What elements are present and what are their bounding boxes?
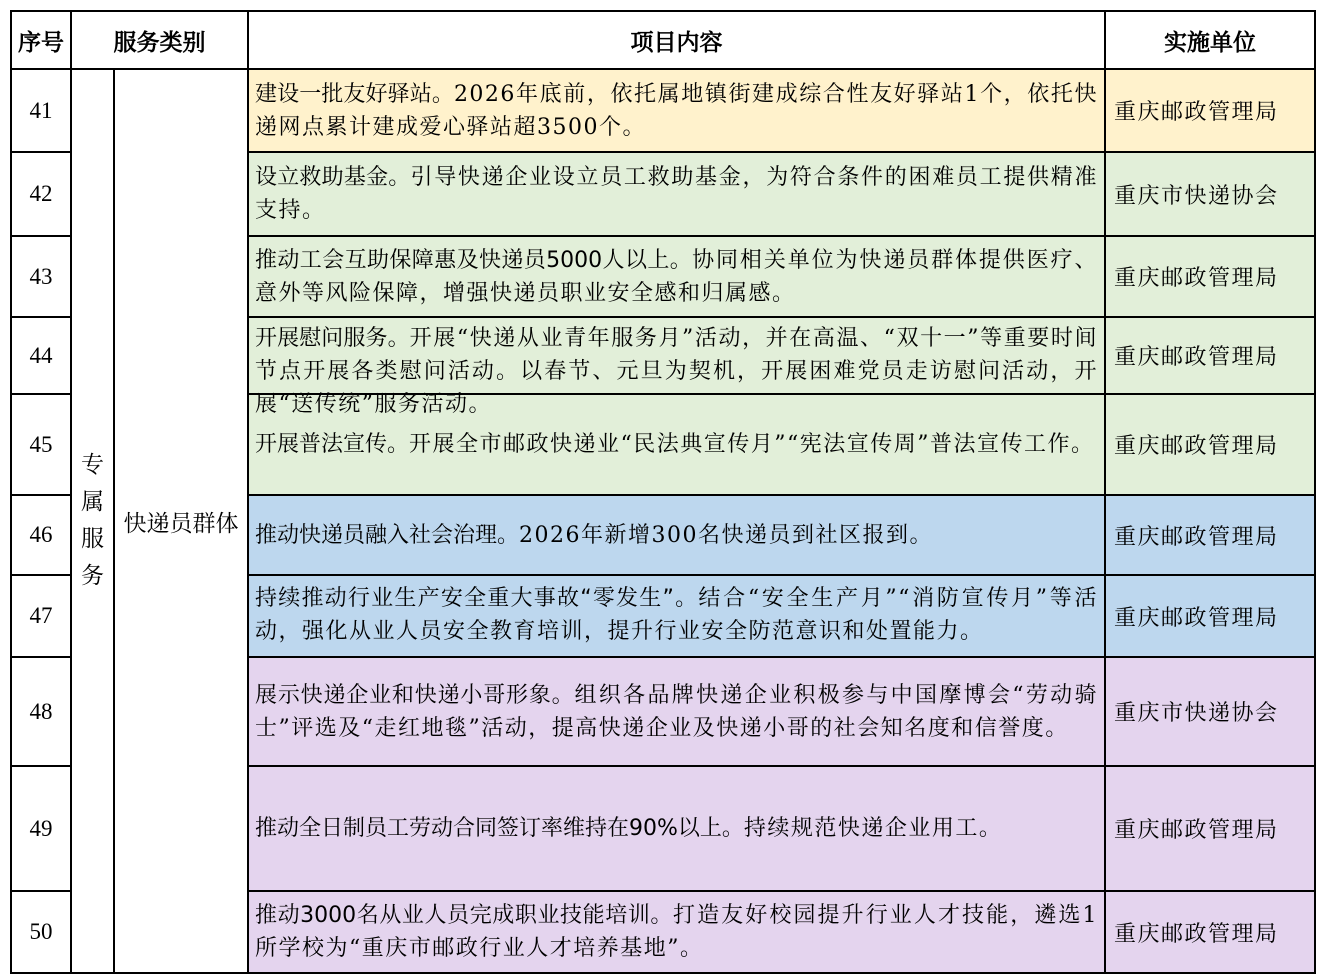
project-description: 2026年底前，依托属地镇街建成综合性友好驿站1个，依托快递网点累计建成爱心驿站超3500个。 bbox=[255, 81, 1098, 140]
implementing-unit: 重庆市快递协会 bbox=[1105, 657, 1315, 766]
row-number: 44 bbox=[11, 317, 71, 394]
project-title: 推动全日制员工劳动合同签订率维持在90%以上。 bbox=[255, 816, 744, 841]
project-content-text bbox=[255, 812, 1098, 845]
row-number: 42 bbox=[11, 152, 71, 236]
implementing-unit: 重庆邮政管理局 bbox=[1105, 891, 1315, 973]
project-description: 组织各品牌快递企业积极参与中国摩博会“劳动骑士”评选及“走红地毯”活动，提高快递企业及快递小哥的社会知名度和信誉度。 bbox=[255, 682, 1098, 741]
header-index: 序号 bbox=[11, 11, 71, 69]
header-content: 项目内容 bbox=[248, 11, 1105, 69]
row-number: 43 bbox=[11, 236, 71, 317]
project-content-text bbox=[255, 428, 1098, 461]
project-content-text bbox=[255, 78, 1098, 144]
project-content-text bbox=[255, 519, 1098, 552]
row-number: 49 bbox=[11, 766, 71, 891]
project-content bbox=[248, 152, 1105, 236]
project-description: 结合“安全生产月”“消防宣传月”等活动，强化从业人员安全教育培训，提升行业安全防范意识和处置能力。 bbox=[255, 586, 1098, 644]
project-title: 开展慰问服务。 bbox=[255, 325, 410, 351]
implementing-unit: 重庆邮政管理局 bbox=[1105, 495, 1315, 575]
project-description: 协同相关单位为快递员群体提供医疗、意外等风险保障，增强快递员职业安全感和归属感。 bbox=[255, 247, 1098, 306]
header-row bbox=[11, 11, 1315, 69]
project-title: 开展普法宣传。 bbox=[255, 432, 410, 457]
project-content bbox=[248, 575, 1105, 657]
implementing-unit: 重庆邮政管理局 bbox=[1105, 575, 1315, 657]
category-sub: 快递员群体 bbox=[114, 69, 248, 973]
project-content-text bbox=[255, 161, 1098, 227]
project-content bbox=[248, 317, 1105, 417]
project-content-text bbox=[255, 244, 1098, 310]
row-number: 41 bbox=[11, 69, 71, 152]
category-main bbox=[71, 69, 114, 973]
project-title: 推动3000名从业人员完成职业技能培训。 bbox=[255, 903, 673, 928]
table-body bbox=[11, 69, 1315, 973]
project-content bbox=[248, 766, 1105, 891]
project-title: 设立救助基金。 bbox=[255, 165, 411, 190]
project-content bbox=[248, 69, 1105, 152]
project-content-text bbox=[255, 582, 1098, 650]
implementing-unit: 重庆邮政管理局 bbox=[1105, 236, 1315, 317]
project-title: 建设一批友好驿站。 bbox=[255, 81, 454, 107]
project-content bbox=[248, 891, 1105, 973]
project-description: 打造友好校园提升行业人才技能，遴选1所学校为“重庆市邮政行业人才培养基地”。 bbox=[255, 903, 1098, 961]
implementing-unit: 重庆邮政管理局 bbox=[1105, 69, 1315, 152]
project-description: 2026年新增300名快递员到社区报到。 bbox=[519, 522, 933, 548]
project-description: 引导快递企业设立员工救助基金，为符合条件的困难员工提供精准支持。 bbox=[255, 165, 1098, 223]
row-number: 50 bbox=[11, 891, 71, 973]
project-title: 推动工会互助保障惠及快递员5000人以上。 bbox=[255, 247, 693, 273]
implementing-unit: 重庆邮政管理局 bbox=[1105, 317, 1315, 394]
implementing-unit: 重庆邮政管理局 bbox=[1105, 394, 1315, 495]
row-number: 47 bbox=[11, 575, 71, 657]
table-row bbox=[11, 69, 1315, 152]
row-number: 48 bbox=[11, 657, 71, 766]
implementing-unit: 重庆邮政管理局 bbox=[1105, 766, 1315, 891]
project-content-text bbox=[255, 322, 1098, 417]
services-table bbox=[10, 10, 1316, 974]
row-number: 45 bbox=[11, 394, 71, 495]
project-description: 持续规范快递企业用工。 bbox=[743, 816, 1003, 841]
row-number: 46 bbox=[11, 495, 71, 575]
project-content-text bbox=[255, 679, 1098, 745]
project-title: 推动快递员融入社会治理。 bbox=[255, 522, 520, 548]
header-category: 服务类别 bbox=[71, 11, 248, 69]
project-content bbox=[248, 236, 1105, 317]
project-title: 持续推动行业生产安全重大事故“零发生”。 bbox=[255, 586, 699, 611]
implementing-unit: 重庆市快递协会 bbox=[1105, 152, 1315, 236]
project-content bbox=[248, 657, 1105, 766]
project-description: 开展全市邮政快递业“民法典宣传月”“宪法宣传周”普法宣传工作。 bbox=[409, 432, 1095, 457]
project-content bbox=[248, 495, 1105, 575]
category-main-text: 专属服务 bbox=[81, 452, 104, 589]
project-title: 展示快递企业和快递小哥形象。 bbox=[255, 682, 575, 708]
project-description: 开展“快递从业青年服务月”活动，并在高温、“双十一”等重要时间节点开展各类慰问活动。以春节、元旦为契机，开展困难党员走访慰问活动，开展“送传统”服务活动。 bbox=[255, 325, 1098, 417]
header-unit: 实施单位 bbox=[1105, 11, 1315, 69]
project-content-text bbox=[255, 899, 1098, 965]
